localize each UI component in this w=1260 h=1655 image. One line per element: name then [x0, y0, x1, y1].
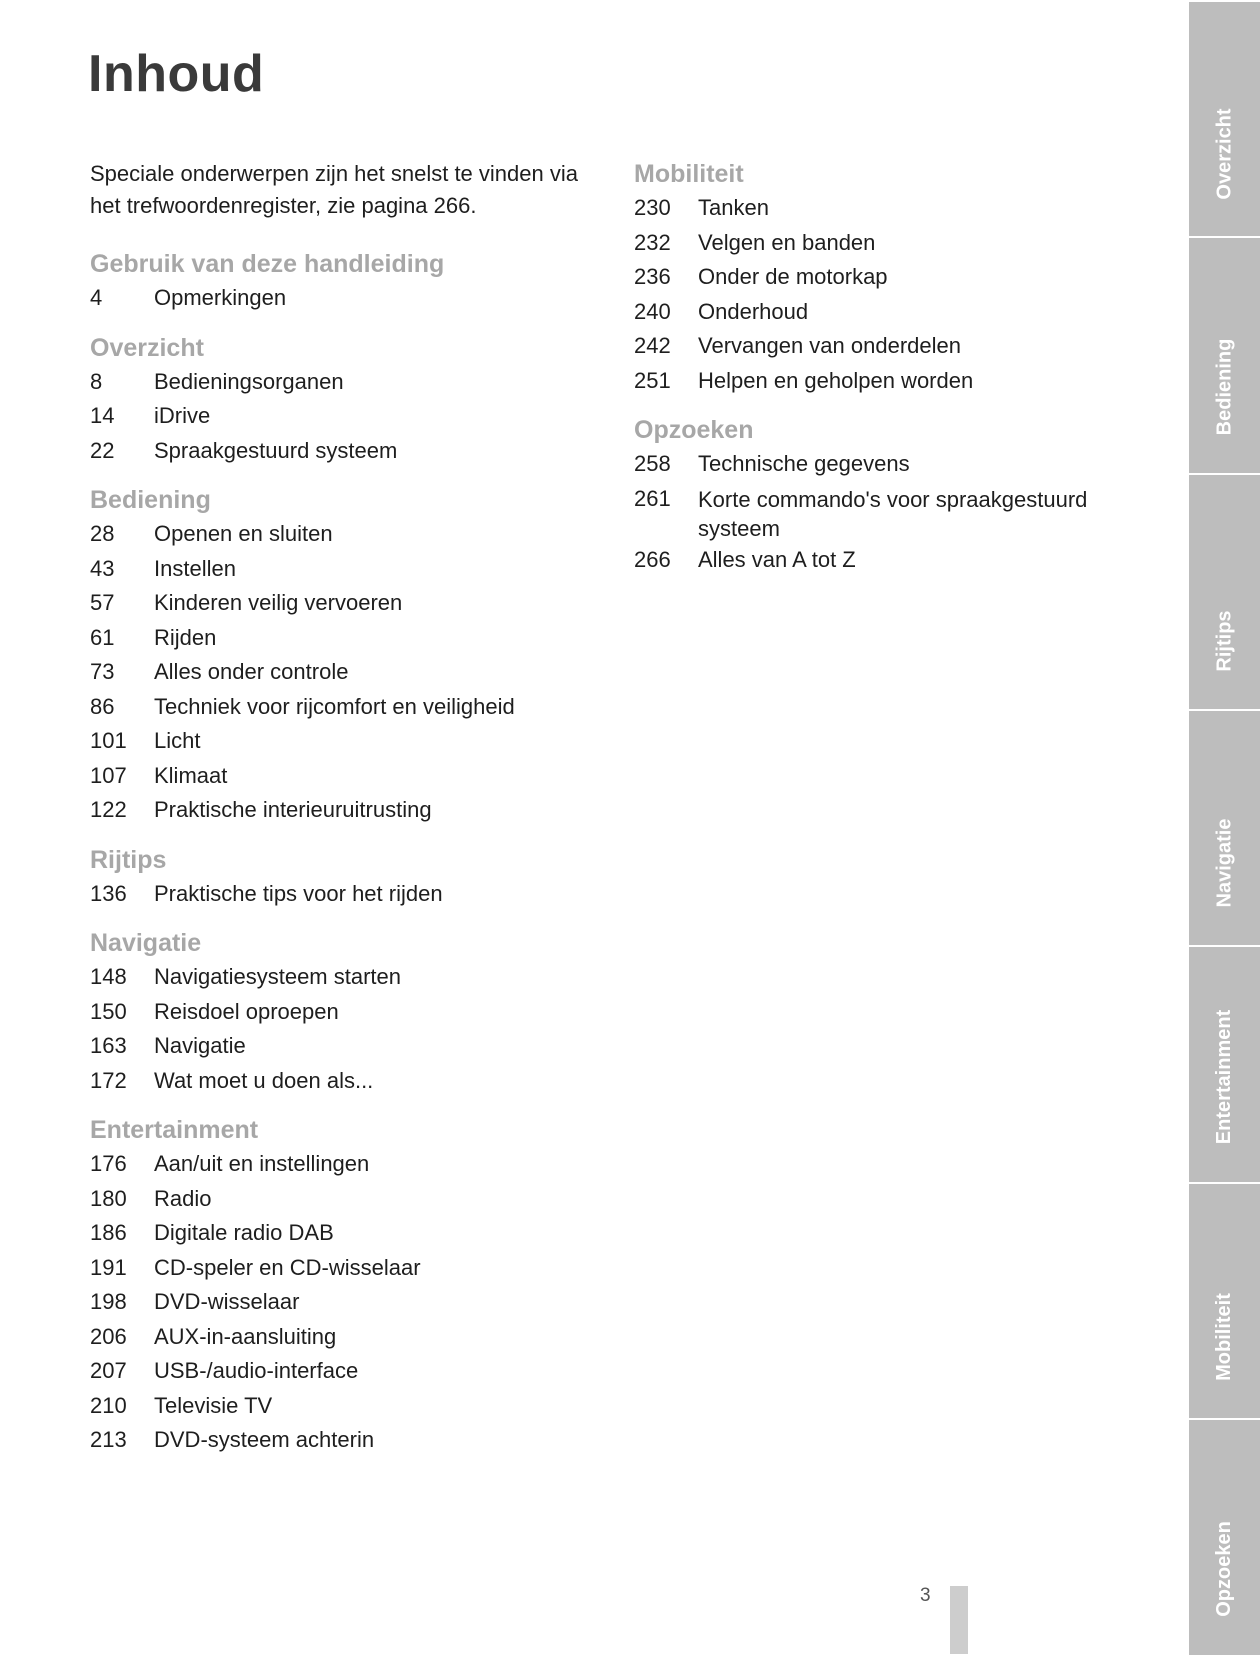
toc-entry[interactable] [90, 1029, 610, 1064]
toc-entry-label: Aan/uit en instellingen [154, 1151, 370, 1176]
toc-entry-label: Digitale radio DAB [154, 1220, 334, 1245]
toc-entry-label: Alles onder controle [154, 659, 349, 684]
toc-entry-label: AUX-in-aansluiting [154, 1323, 337, 1349]
toc-entry-page: 43 [90, 555, 115, 581]
toc-entry-page: 180 [90, 1185, 127, 1211]
toc-entry-label: Praktische tips voor het rijden [154, 880, 443, 906]
toc-entry-label: Televisie TV [154, 1392, 273, 1418]
toc-entry-page: 28 [90, 521, 115, 546]
section-title: Overzicht [90, 333, 204, 362]
tab-mobiliteit[interactable] [1189, 1182, 1260, 1419]
toc-entry[interactable] [634, 260, 1154, 295]
toc-entry-label: Praktische interieuruitrusting [154, 797, 432, 822]
toc-entry-page: 150 [90, 998, 127, 1024]
toc-left-column [90, 247, 610, 1473]
toc-entry-label: DVD-systeem achterin [154, 1427, 375, 1452]
toc-entry-label: Techniek voor rijcomfort en veiligheid [154, 693, 515, 719]
toc-entry[interactable] [90, 621, 610, 656]
toc-right-column [634, 157, 1154, 592]
tab-label: Bediening [1212, 338, 1235, 436]
page-number-bar [950, 1586, 968, 1654]
toc-entry-label: Radio [154, 1185, 212, 1211]
tab-entertainment[interactable] [1189, 945, 1260, 1182]
toc-entry[interactable] [634, 543, 1154, 578]
toc-entry-label: Vervangen van onderdelen [698, 333, 961, 358]
toc-entry-page: 163 [90, 1033, 127, 1058]
toc-entry-page: 57 [90, 590, 115, 615]
toc-entry-page: 8 [90, 368, 103, 394]
toc-entry[interactable] [90, 793, 610, 828]
page-title: Inhoud [88, 45, 265, 103]
toc-entry-label: Navigatiesysteem starten [154, 964, 401, 989]
toc-entry[interactable] [90, 552, 610, 587]
tab-opzoeken[interactable] [1189, 1418, 1260, 1655]
toc-entry[interactable] [634, 226, 1154, 261]
toc-entry-label: Alles van A tot Z [698, 546, 856, 572]
section-title: Rijtips [90, 845, 167, 874]
section-title: Opzoeken [634, 416, 754, 444]
toc-entry-label: Tanken [698, 195, 769, 220]
toc-entry-label: Onderhoud [698, 298, 809, 324]
page-number: 3 [920, 1585, 931, 1606]
toc-entry-page: 14 [90, 403, 115, 428]
tab-label: Overzicht [1213, 107, 1236, 200]
toc-entry-label: DVD-wisselaar [154, 1289, 300, 1314]
toc-entry[interactable] [634, 482, 1154, 543]
section-title: Bediening [90, 486, 211, 514]
toc-entry[interactable] [90, 1064, 610, 1099]
toc-entry-page: 266 [634, 546, 671, 572]
toc-entry-page: 206 [90, 1323, 127, 1349]
toc-section-bediening [90, 483, 610, 828]
toc-entry-page: 186 [90, 1220, 127, 1245]
toc-entry[interactable] [90, 995, 610, 1030]
toc-section-entertainment [90, 1113, 610, 1458]
toc-entry-page: 191 [90, 1254, 127, 1280]
toc-entry-page: 207 [90, 1358, 127, 1383]
toc-entry[interactable] [90, 1182, 610, 1217]
tab-label: Opzoeken [1212, 1521, 1235, 1617]
toc-entry-label: CD-speler en CD-wisselaar [154, 1254, 421, 1280]
toc-entry-label: Velgen en banden [698, 229, 876, 255]
toc-entry-label: Rijden [154, 624, 217, 650]
toc-entry[interactable] [90, 586, 610, 621]
toc-entry[interactable] [634, 295, 1154, 330]
toc-section-opzoeken [634, 413, 1154, 577]
toc-entry-label: Spraakgestuurd systeem [154, 437, 398, 463]
toc-entry[interactable] [90, 1354, 610, 1389]
toc-entry-label: Bedieningsorganen [154, 368, 344, 394]
toc-entry-label: Opmerkingen [154, 285, 287, 310]
toc-entry[interactable] [90, 1216, 610, 1251]
toc-entry[interactable] [90, 1320, 610, 1355]
toc-entry-label: Korte commando's voor spraakgestuurd systeem [698, 486, 1088, 541]
toc-entry-page: 251 [634, 367, 671, 393]
toc-entry[interactable] [634, 329, 1154, 364]
toc-entry-label: USB-/audio-interface [154, 1358, 359, 1383]
toc-section-rijtips [90, 843, 610, 912]
toc-entry[interactable] [90, 724, 610, 759]
toc-entry[interactable] [90, 1285, 610, 1320]
tab-label: Rijtips [1213, 610, 1236, 672]
toc-entry[interactable] [634, 447, 1154, 482]
toc-entry-page: 210 [90, 1392, 127, 1418]
tab-label: Mobiliteit [1212, 1292, 1235, 1381]
toc-entry-page: 101 [90, 728, 127, 753]
toc-entry-label: Helpen en geholpen worden [698, 367, 974, 393]
toc-entry[interactable] [634, 364, 1154, 399]
toc-entry-page: 107 [90, 762, 127, 788]
section-title: Navigatie [90, 929, 202, 957]
toc-entry-page: 230 [634, 195, 671, 220]
toc-entry[interactable] [90, 399, 610, 434]
toc-entry-page: 176 [90, 1151, 127, 1176]
toc-entry-label: Reisdoel oproepen [154, 998, 339, 1024]
toc-entry[interactable] [90, 517, 610, 552]
tab-navigatie[interactable] [1189, 709, 1260, 946]
tab-overzicht[interactable] [1189, 0, 1260, 237]
toc-entry-label: Technische gegevens [698, 451, 910, 476]
toc-entry-label: Wat moet u doen als... [154, 1067, 374, 1093]
toc-entry[interactable] [90, 1251, 610, 1286]
toc-entry-page: 198 [90, 1289, 127, 1314]
toc-entry-page: 122 [90, 797, 127, 822]
toc-entry[interactable] [90, 281, 610, 316]
chapter-tabs [1189, 0, 1260, 1654]
section-title: Mobiliteit [634, 160, 744, 188]
toc-entry[interactable] [90, 1147, 610, 1182]
toc-entry-page: 86 [90, 693, 115, 719]
toc-entry[interactable] [90, 960, 610, 995]
toc-entry-label: Licht [154, 728, 201, 753]
toc-entry-page: 136 [90, 880, 127, 906]
toc-entry-label: Navigatie [154, 1033, 246, 1058]
toc-entry-label: Onder de motorkap [698, 264, 888, 289]
toc-section-mobiliteit [634, 157, 1154, 398]
tab-label: Navigatie [1212, 818, 1235, 908]
toc-entry[interactable] [90, 759, 610, 794]
toc-entry[interactable] [90, 1389, 610, 1424]
toc-entry[interactable] [90, 1423, 610, 1458]
toc-section-overzicht [90, 331, 610, 469]
toc-entry-label: Openen en sluiten [154, 521, 333, 546]
toc-section-navigatie [90, 926, 610, 1098]
toc-entry-page: 242 [634, 333, 671, 358]
toc-entry-page: 213 [90, 1427, 127, 1452]
toc-entry-page: 258 [634, 451, 671, 476]
toc-section-gebruik-van-deze-handleiding [90, 247, 610, 316]
toc-entry[interactable] [634, 191, 1154, 226]
tab-label: Entertainment [1213, 1009, 1236, 1145]
toc-entry-page: 61 [90, 624, 115, 650]
toc-entry[interactable] [90, 690, 610, 725]
toc-entry-page: 172 [90, 1067, 127, 1093]
toc-entry-page: 22 [90, 437, 115, 463]
intro-text: Speciale onderwerpen zijn het snelst te vinden via het trefwoordenregister, zie pagina 266. [90, 161, 578, 218]
toc-entry-page: 148 [90, 964, 127, 989]
toc-entry-label: iDrive [154, 403, 211, 428]
toc-entry-page: 261 [634, 485, 671, 511]
toc-entry-page: 236 [634, 264, 671, 289]
toc-entry[interactable] [90, 365, 610, 400]
toc-entry-label: Instellen [154, 555, 236, 581]
toc-entry[interactable] [90, 877, 610, 912]
toc-entry-page: 232 [634, 229, 671, 255]
section-title: Entertainment [90, 1116, 259, 1144]
toc-entry-page: 240 [634, 298, 671, 324]
toc-entry-label: Klimaat [154, 762, 228, 788]
tab-rijtips[interactable] [1189, 473, 1260, 710]
section-title: Gebruik van deze handleiding [90, 250, 445, 278]
toc-entry[interactable] [90, 655, 610, 690]
toc-entry-page: 4 [90, 285, 103, 310]
tab-bediening[interactable] [1189, 236, 1260, 473]
toc-entry-page: 73 [90, 659, 115, 684]
toc-entry[interactable] [90, 434, 610, 469]
toc-entry-label: Kinderen veilig vervoeren [154, 590, 403, 615]
